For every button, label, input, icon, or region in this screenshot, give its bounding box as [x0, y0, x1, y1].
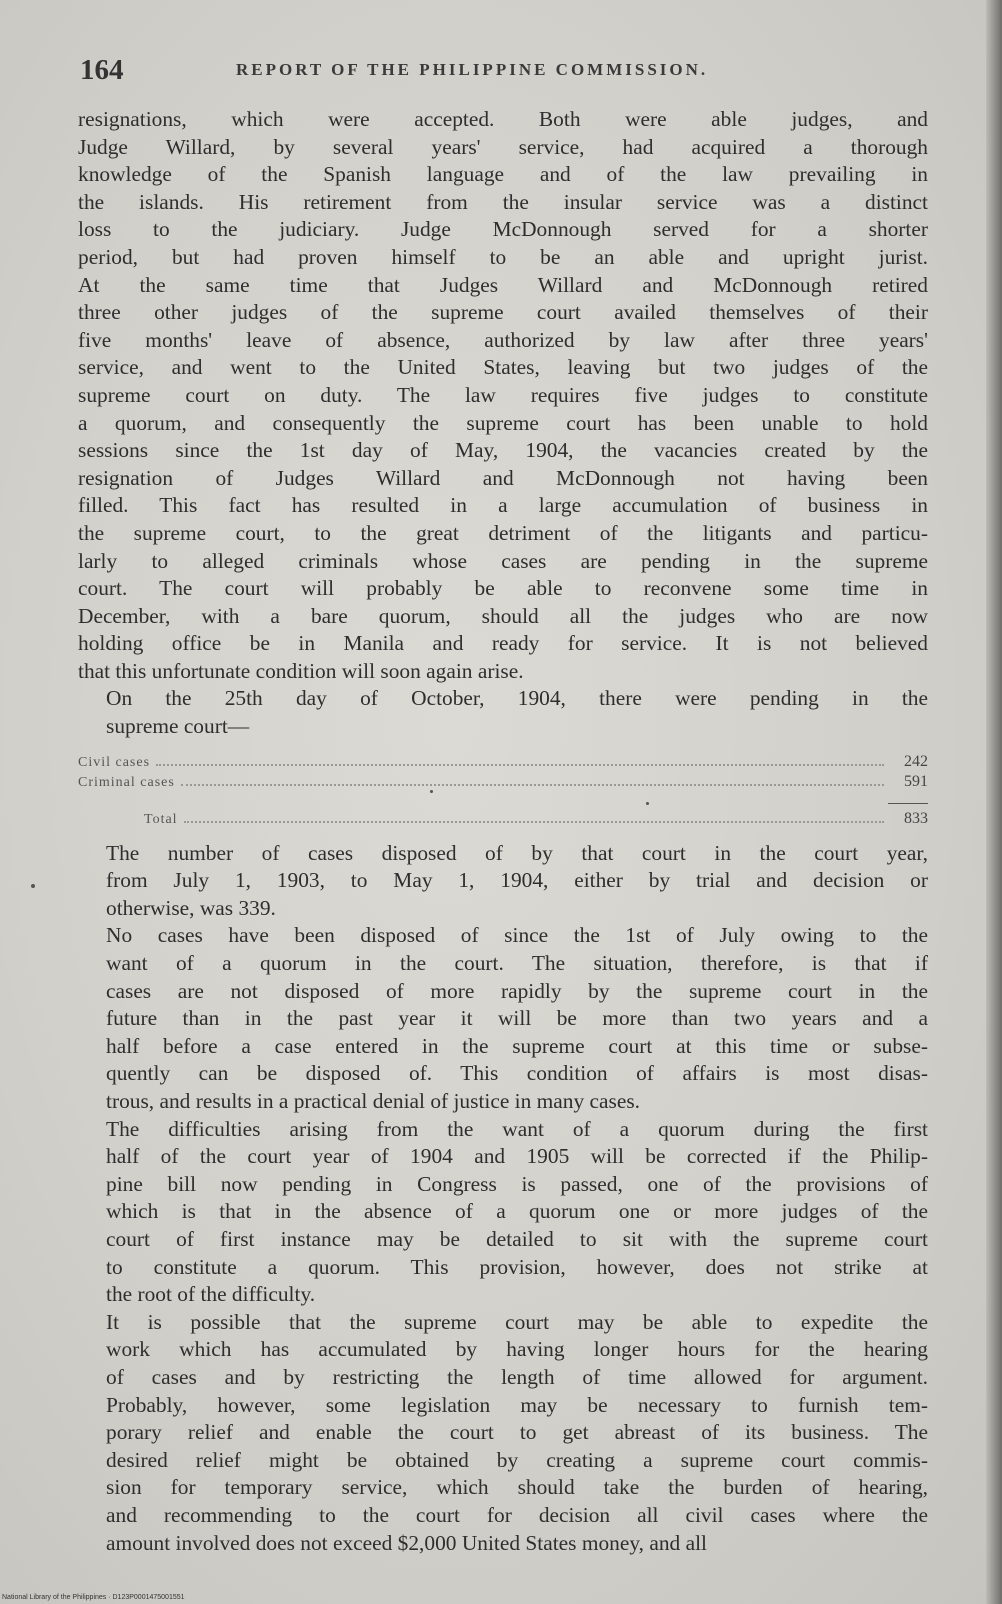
text-line: loss to the judiciary. Judge McDonnough served for a shorter — [78, 217, 928, 242]
text-line: period, but had proven himself to be an able and upright jurist. — [78, 244, 928, 269]
dot-leader — [181, 784, 884, 786]
stat-label: Civil cases — [78, 754, 151, 770]
text-line: the islands. His retirement from the insular service was a distinct — [78, 189, 928, 214]
dust-speck — [31, 884, 35, 888]
text-line: supreme court on duty. The law requires five judges to constitute — [78, 382, 928, 407]
text-line: On the 25th day of October, 1904, there were pending in the — [106, 686, 928, 711]
dot-leader — [156, 764, 884, 766]
text-line: larly to alleged criminals whose cases are pending in the supreme — [78, 548, 928, 573]
page-number: 164 — [80, 54, 124, 86]
text-line: No cases have been disposed of since the 1st of July owing to the — [106, 923, 928, 948]
paragraph — [78, 1116, 928, 1309]
text-line: future than in the past year it will be more than two years and a — [106, 1006, 928, 1031]
text-line: supreme court— — [106, 714, 250, 739]
stat-value: 242 — [904, 752, 928, 770]
text-line: It is possible that the supreme court may be able to expedite the — [106, 1309, 928, 1334]
stat-row-total — [78, 810, 928, 830]
text-line: resignation of Judges Willard and McDonnough not having been — [78, 465, 928, 490]
text-line: otherwise, was 339. — [106, 895, 276, 920]
text-line: At the same time that Judges Willard and McDonnough retired — [78, 272, 928, 297]
text-line: of cases and by restricting the length of time allowed for argument. — [106, 1364, 928, 1389]
text-line: filled. This fact has resulted in a large accumulation of business in — [78, 493, 928, 518]
stat-row-criminal — [78, 773, 928, 793]
paragraph — [78, 106, 928, 685]
text-line: which is that in the absence of a quorum one or more judges of the — [106, 1199, 928, 1224]
paragraph — [78, 1309, 928, 1557]
page-edge-shadow — [986, 0, 1002, 1604]
text-line: The difficulties arising from the want of a quorum during the first — [106, 1116, 928, 1141]
stat-label: Criminal cases — [78, 774, 175, 790]
running-title: REPORT OF THE PHILIPPINE COMMISSION. — [236, 60, 709, 79]
text-line: pine bill now pending in Congress is passed, one of the provisions of — [106, 1171, 928, 1196]
text-line: want of a quorum in the court. The situation, therefore, is that if — [106, 951, 928, 976]
text-line: sion for temporary service, which should take the burden of hearing, — [106, 1475, 928, 1500]
text-line: a quorum, and consequently the supreme court has been unable to hold — [78, 410, 928, 435]
text-line: quently can be disposed of. This condition of affairs is most disas- — [106, 1061, 928, 1086]
text-line: from July 1, 1903, to May 1, 1904, either by trial and decision or — [106, 868, 928, 893]
pending-cases-table — [78, 753, 928, 830]
text-line: the supreme court, to the great detriment of the litigants and particu- — [78, 520, 928, 545]
text-line: resignations, which were accepted. Both were able judges, and — [78, 107, 928, 131]
text-line: half before a case entered in the supreme court at this time or subse- — [106, 1033, 928, 1058]
text-line: desired relief might be obtained by creating a supreme court commis- — [106, 1447, 928, 1472]
text-line: Probably, however, some legislation may be necessary to furnish tem- — [106, 1392, 928, 1417]
text-line: The number of cases disposed of by that court in the court year, — [106, 840, 928, 865]
paragraph — [78, 840, 928, 923]
text-line: knowledge of the Spanish language and of the law prevailing in — [78, 162, 928, 187]
stat-value: 591 — [904, 772, 928, 790]
text-line: work which has accumulated by having longer hours for the hearing — [106, 1337, 928, 1362]
text-line: service, and went to the United States, leaving but two judges of the — [78, 355, 928, 380]
body-text-before-table — [78, 106, 928, 741]
text-line: sessions since the 1st day of May, 1904, the vacancies created by the — [78, 438, 928, 463]
scan-credit: National Library of the Philippines · D123P0001475001551 — [2, 1594, 185, 1601]
total-label: Total — [144, 811, 178, 827]
sum-rule — [888, 803, 928, 804]
text-line: and recommending to the court for decision all civil cases where the — [106, 1502, 928, 1527]
dot-leader — [184, 821, 884, 823]
text-line: half of the court year of 1904 and 1905 will be corrected if the Philip- — [106, 1144, 928, 1169]
running-head — [78, 50, 928, 94]
text-line: December, with a bare quorum, should all the judges who are now — [78, 603, 928, 628]
total-value: 833 — [904, 809, 928, 827]
text-line: amount involved does not exceed $2,000 United States money, and all — [106, 1530, 707, 1555]
paragraph — [78, 922, 928, 1115]
text-line: five months' leave of absence, authorized by law after three years' — [78, 327, 928, 352]
text-line: to constitute a quorum. This provision, however, does not strike at — [106, 1254, 928, 1279]
text-line: court. The court will probably be able to reconvene some time in — [78, 576, 928, 601]
text-line: Judge Willard, by several years' service, had acquired a thorough — [78, 134, 928, 159]
text-line: holding office be in Manila and ready for service. It is not believed — [78, 631, 928, 656]
stat-row-civil — [78, 753, 928, 773]
text-line: court of first instance may be detailed to sit with the supreme court — [106, 1226, 928, 1251]
body-text-after-table — [78, 840, 928, 1557]
text-line: porary relief and enable the court to get abreast of its business. The — [106, 1420, 928, 1445]
text-line: three other judges of the supreme court availed themselves of their — [78, 300, 928, 325]
text-line: the root of the difficulty. — [106, 1282, 316, 1307]
page-content — [78, 50, 928, 1557]
text-line: trous, and results in a practical denial of justice in many cases. — [106, 1089, 641, 1113]
text-line: cases are not disposed of more rapidly by the supreme court in the — [106, 978, 928, 1003]
text-line: that this unfortunate condition will soon again arise. — [78, 658, 524, 683]
paragraph — [78, 685, 928, 740]
